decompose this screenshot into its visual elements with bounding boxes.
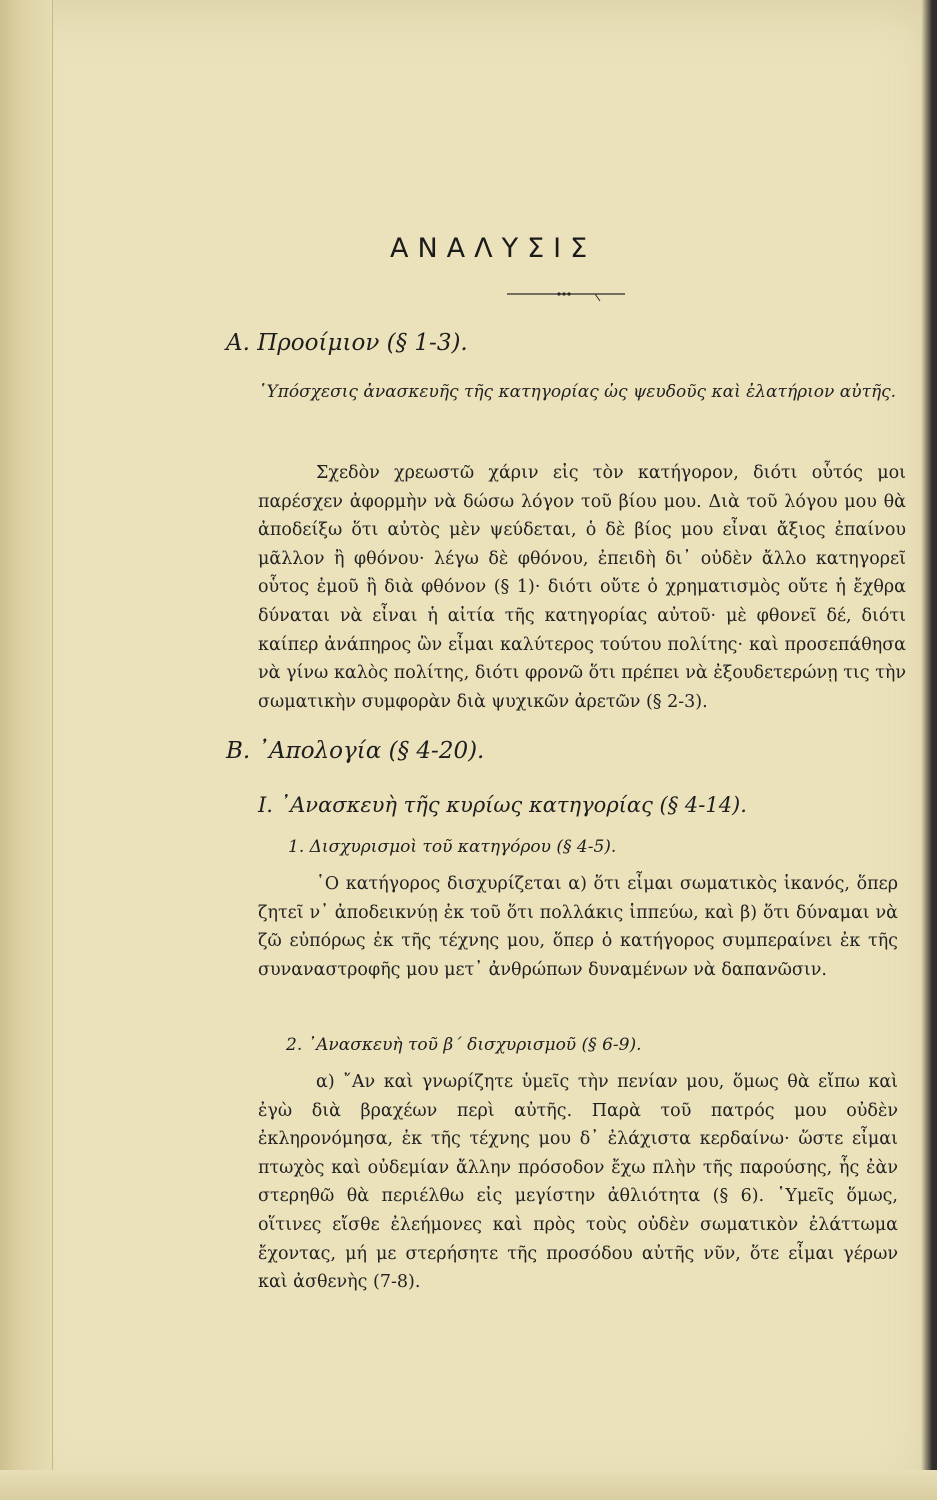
section-b-heading: Β. ᾿Απολογία (§ 4-20). bbox=[226, 738, 485, 764]
section-a-heading: Α. Προοίμιον (§ 1-3). bbox=[226, 330, 468, 356]
page-edge bbox=[921, 0, 937, 1500]
page-bottom-edge bbox=[0, 1470, 937, 1500]
section-a-paragraph: Σχεδὸν χρεωστῶ χάριν εἰς τὸν κατήγορον, διότι οὗτός μοι παρέσχεν ἀφορμὴν νὰ δώσω λόγον τοῦ βίου μου. Διὰ τοῦ λόγου μου θὰ ἀποδείξω ὅτι αὐτὸς μὲν ψεύδεται, ὁ δὲ βίος μου εἶναι ἄξιος ἐπαίνου μᾶλλον ἢ φθόνου· λέγω δὲ φθόνου, ἐπειδὴ δι᾽ οὐδὲν ἄλλο κατηγορεῖ οὗτος ἐμοῦ ἢ διὰ φθόνον (§ 1)· διότι οὔτε ὁ χρηματισμὸς οὔτε ἡ ἔχθρα δύναται νὰ εἶναι ἡ αἰτία τῆς κατηγορίας αὐτοῦ· μὲ φθονεῖ δέ, διότι καίπερ ἀνάπηρος ὢν εἶμαι καλύτερος τούτου πολίτης· καὶ προσεπάθησα νὰ γίνω καλὸς πολίτης, διότι φρονῶ ὅτι πρέπει νὰ ἐξουδετερώνῃ τις τὴν σωματικὴν συμφορὰν διὰ ψυχικῶν ἀρετῶν (§ 2-3). bbox=[258, 463, 906, 712]
ornament-divider-icon bbox=[507, 288, 627, 302]
subsection-1-paragraph: ῾Ο κατήγορος δισχυρίζεται α) ὅτι εἶμαι σωματικὸς ἱκανός, ὅπερ ζητεῖ ν᾽ ἀποδεικνύῃ ἐκ τοῦ ὅτι πολλάκις ἱππεύω, καὶ β) ὅτι δύναμαι νὰ ζῶ εὐπόρως ἐκ τῆς τέχνης μου, ὅπερ ὁ κατήγορος συμπεραίνει ἐκ τῆς συναναστροφῆς μου μετ᾽ ἀνθρώπων δυναμένων νὰ δαπανῶσιν. bbox=[258, 874, 898, 980]
page-title: ΑΝΑΛΥΣΙΣ bbox=[390, 233, 597, 264]
subsection-2-paragraph: α) ῎Αν καὶ γνωρίζητε ὑμεῖς τὴν πενίαν μου, ὅμως θὰ εἴπω καὶ ἐγὼ διὰ βραχέων περὶ αὐτῆς. Παρὰ τοῦ πατρός μου οὐδὲν ἐκληρονόμησα, ἐκ τῆς τέχνης μου δ᾽ ἐλάχιστα κερδαίνω· ὥστε εἶμαι πτωχὸς καὶ οὐδεμίαν ἄλλην πρόσοδον ἔχω πλὴν τῆς παρούσης, ἧς ἐὰν στερηθῶ θὰ περιέλθω εἰς μεγίστην ἀθλιότητα (§ 6). ῾Υμεῖς ὅμως, οἵτινες εἴσθε ἐλεήμονες καὶ πρὸς τοὺς οὐδὲν σωματικὸν ἐλάττωμα ἔχοντας, μή με στερήσητε τῆς προσόδου αὐτῆς νῦν, ὅτε εἶμαι γέρων καὶ ἀσθενὴς (7-8). bbox=[258, 1072, 898, 1293]
subsection-1-heading: 1. Δισχυρισμοὶ τοῦ κατηγόρου (§ 4-5). bbox=[288, 837, 617, 857]
section-a-subheading: ῾Υπόσχεσις ἀνασκευῆς τῆς κατηγορίας ὡς ψευδοῦς καὶ ἐλατήριον αὐτῆς. bbox=[258, 382, 897, 402]
subsection-2-heading: 2. ᾿Ανασκευὴ τοῦ β΄ δισχυρισμοῦ (§ 6-9). bbox=[286, 1035, 642, 1055]
page-gutter bbox=[0, 0, 53, 1500]
part-i-heading: Ι. ᾿Ανασκευὴ τῆς κυρίως κατηγορίας (§ 4-14). bbox=[258, 793, 747, 817]
